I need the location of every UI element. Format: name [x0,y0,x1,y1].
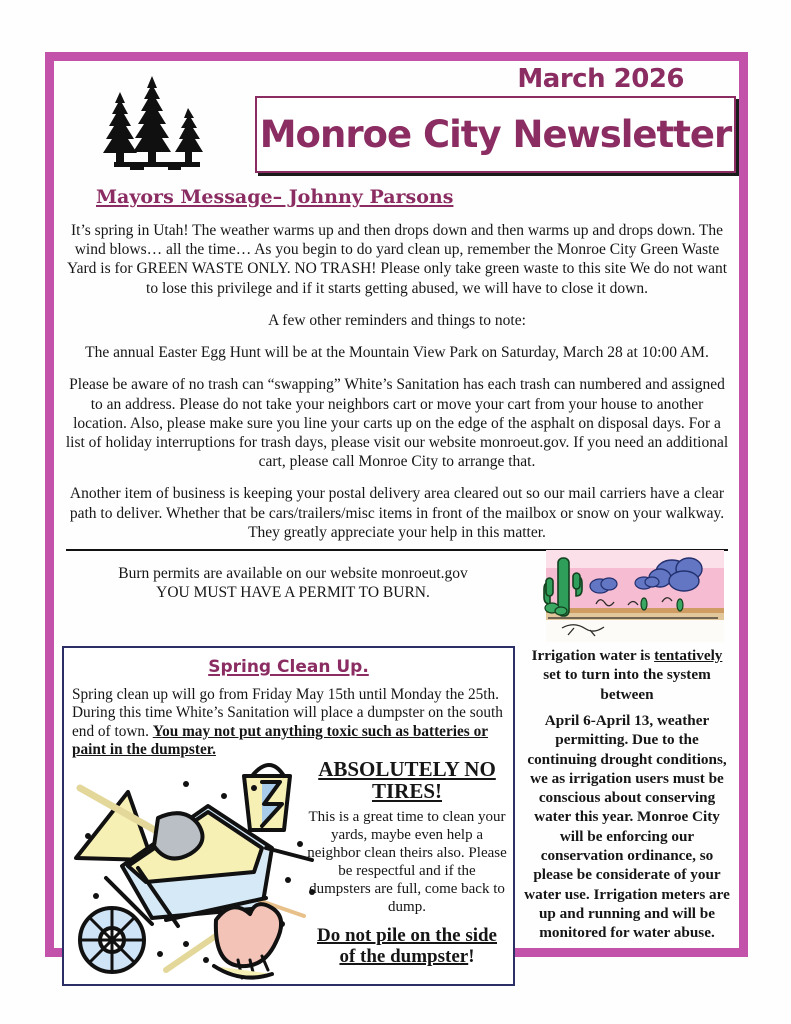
irrigation-intro [522,646,732,704]
mayor-paragraph-3: The annual Easter Egg Hunt will be at the Mountain View Park on Saturday, March 28 at 10:00 AM. [85,344,709,362]
mayors-message-section [58,180,736,542]
no-tires-heading: ABSOLUTELY NO TIRES! [318,757,496,804]
desert-drought-clipart [532,548,728,646]
no-tires-column [307,758,507,968]
irrigation-spacer [522,704,732,711]
no-tires-footer-tail: ! [468,946,475,968]
page-title: Monroe City Newsletter [259,113,732,156]
irrigation-details: April 6-April 13, weather permitting. Due to the continuing drought conditions, we as irrigation users must be conscious about conserving water this year. Monroe City will be enforcing our conservation ordinance, so please be considerate of your water use. Irrigation meters are up and running and will be monitored for water abuse. [524,711,730,942]
issue-date: March 2026 [517,64,684,94]
irrigation-tentatively: tentatively [654,647,723,665]
spring-clean-up-box [62,646,515,986]
spring-clean-up-heading: Spring Clean Up. [208,657,369,678]
burn-permits-block [58,560,528,603]
no-tires-body: This is a great time to clean your yards, maybe even help a neighbor clean theirs also. Please be respectful and if the dumpsters are full, come back to dump. [307,808,507,915]
burn-permits-line-2: YOU MUST HAVE A PERMIT TO BURN. [156,583,430,601]
mayor-paragraph-2: A few other reminders and things to note: [268,311,526,329]
mayor-paragraph-1: It’s spring in Utah! The weather warms up and then drops down and then warms up and drops down. The wind blows… all the time… As you begin to do yard clean up, remember the Monroe City Green Waste Yard is for GREEN WASTE ONLY. NO TRASH! Please only take green waste to this site We do not want to lose this privilege and if it starts getting abused, we will have to close it down. [66,222,728,297]
burn-permits-row [58,560,736,646]
irrigation-intro-b: set to turn into the system between [543,666,711,703]
spring-clean-up-warning: You may not put anything toxic such as batteries or paint in the dumpster. [72,722,489,759]
spring-clean-up-text: Spring clean up will go from Friday May 15th until Monday the 25th. During this time White’s Sanitation will place a dumpster on the south end of town. [72,686,503,740]
irrigation-intro-a: Irrigation water is [531,647,655,665]
newsletter-title-box [255,96,736,173]
no-tires-footer-underlined: Do not pile on the side of the dumpster [317,924,497,968]
mayor-paragraph-4: Please be aware of no trash can “swapping” White’s Sanitation has each trash can numbered and assigned to an address. Please do not take your neighbors cart or move your cart from your house to another location. Also, please make sure you line your carts up on the edge of the asphalt on disposal days. For a list of holiday interruptions for trash days, please visit our website monroeut.gov. If you need an additional cart, please call Monroe City to arrange that. [65,376,729,471]
pine-trees-logo [90,74,222,176]
burn-permits-line-1: Burn permits are available on our website monroeut.gov [118,565,468,583]
mayors-message-heading: Mayors Message– Johnny Parsons [96,186,454,208]
newsletter-header [58,62,736,180]
wheelbarrow-gardening-clipart [66,748,316,986]
mayor-paragraph-5: Another item of business is keeping your postal delivery area cleared out so our mail carriers have a clear path to deliver. Whether that be cars/trailers/misc items in front of the mailbox or snow on your walkway. They greatly appreciate your help in this matter. [69,485,725,541]
no-tires-footer [307,925,507,968]
newsletter-content [58,62,736,968]
irrigation-notice [522,646,732,942]
